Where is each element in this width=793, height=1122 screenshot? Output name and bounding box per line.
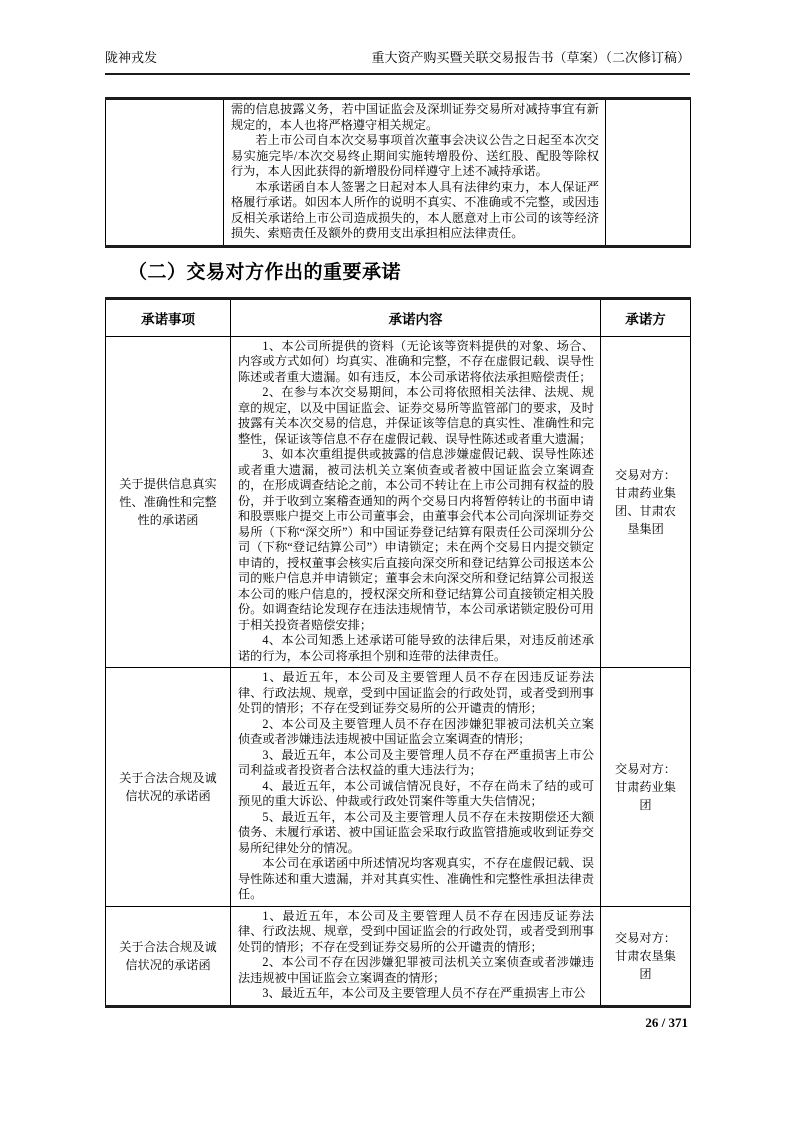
column-header-party: 承诺方: [601, 298, 691, 336]
paragraph: 3、如本次重组提供或披露的信息涉嫌虚假记载、误导性陈述或者重大遗漏，被司法机关立案侦查或者被中国证监会立案调查的，在形成调查结论之前，本公司不转让在上市公司拥有权益的股份，并于收到立案稽查通知的两个交易日内将暂停转让的书面申请和股票账户提交上市公司董事会，由董事会代本公司向深圳证券交易所（下称“深交所”）和中国证券登记结算有限责任公司深圳分公司（下称“登记结算公司”）申请锁定；未在两个交易日内提交锁定申请的，授权董事会核实后直接向深交所和登记结算公司报送本公司的账户信息并申请锁定；董事会未向深交所和登记结算公司报送本公司的账户信息的，授权深交所和登记结算公司直接锁定相关股份。如调查结论发现存在违法违规情节，本公司承诺锁定股份可用于相关投资者赔偿安排；: [238, 447, 594, 632]
paragraph: 1、本公司所提供的资料（无论该等资料提供的对象、场合、内容或方式如何）均真实、准确和完整，不存在虚假记载、误导性陈述或者重大遗漏。如有违反，本公司承诺将依法承担赔偿责任；: [238, 338, 594, 384]
page-footer: [105, 1015, 690, 1031]
table-row: [106, 336, 691, 668]
continuation-table: [105, 97, 691, 248]
table-row: [106, 668, 691, 907]
paragraph: 2、本公司及主要管理人员不存在因涉嫌犯罪被司法机关立案侦查或者涉嫌违法违规被中国证监会立案调查的情形；: [238, 716, 594, 746]
paragraph: 本承诺函自本人签署之日起对本人具有法律约束力，本人保证严格履行承诺。如因本人所作的说明不真实、不准确或不完整，或因违反相关承诺给上市公司造成损失的，本人愿意对上市公司的该等经济损失、索赔责任及额外的费用支出承担相应法律责任。: [231, 179, 599, 240]
commitment-content-cell: [231, 668, 601, 907]
paragraph: 4、最近五年，本公司诚信情况良好，不存在尚未了结的或可预见的重大诉讼、仲裁或行政处罚案件等重大失信情况；: [238, 778, 594, 808]
commitment-table: [105, 297, 691, 1008]
commitment-item-cell-empty: [106, 99, 224, 247]
table-header-row: [106, 298, 691, 336]
header-right-title: 重大资产购买暨关联交易报告书（草案）（二次修订稿）: [371, 50, 690, 65]
paragraph: 若上市公司自本次交易事项首次董事会决议公告之日起至本次交易实施完毕/本次交易终止期间实施转增股份、送红股、配股等除权行为，本人因此获得的新增股份同样遵守上述不减持承诺。: [231, 133, 599, 178]
commitment-content-cell: [224, 99, 606, 247]
paragraph: 5、最近五年，本公司及主要管理人员不存在未按期偿还大额债务、未履行承诺、被中国证监会采取行政监管措施或收到证券交易所纪律处分的情况。: [238, 809, 594, 855]
paragraph: 3、最近五年，本公司及主要管理人员不存在严重损害上市公: [262, 986, 586, 1000]
commitment-party-cell: 交易对方：甘肃农垦集团: [601, 906, 691, 1006]
paragraph: 1、最近五年，本公司及主要管理人员不存在因违反证券法律、行政法规、规章，受到中国证监会的行政处罚，或者受到刑事处罚的情形；不存在受到证券交易所的公开谴责的情形；: [238, 670, 594, 715]
header-left-title: 陇神戎发: [105, 50, 158, 65]
commitment-party-cell: 交易对方：甘肃药业集团: [601, 668, 691, 907]
paragraph: 2、在参与本次交易期间，本公司将依照相关法律、法规、规章的规定，以及中国证监会、证券交易所等监管部门的要求，及时披露有关本次交易的信息，并保证该等信息的真实性、准确性和完整性，保证该等信息不存在虚假记载、误导性陈述或者重大遗漏；: [238, 385, 594, 446]
paragraph: 需的信息披露义务，若中国证监会及深圳证券交易所对减持事宜有新规定的，本人也将严格遵守相关规定。: [231, 102, 599, 132]
column-header-content: 承诺内容: [231, 298, 601, 336]
commitment-content-cell: [231, 906, 601, 1006]
commitment-item-cell: 关于合法合规及诚信状况的承诺函: [106, 668, 231, 907]
table-row: [106, 99, 691, 247]
commitment-item-cell: 关于提供信息真实性、准确性和完整性的承诺函: [106, 336, 231, 668]
paragraph: 本公司在承诺函中所述情况均客观真实，不存在虚假记载、误导性陈述和重大遗漏，并对其真实性、准确性和完整性承担法律责任。: [238, 856, 594, 901]
paragraph: 3、最近五年，本公司及主要管理人员不存在严重损害上市公司利益或者投资者合法权益的重大违法行为；: [238, 747, 594, 777]
paragraph: 1、最近五年，本公司及主要管理人员不存在因违反证券法律、行政法规、规章，受到中国证监会的行政处罚，或者受到刑事处罚的情形；不存在受到证券交易所的公开谴责的情形；: [238, 908, 594, 954]
page-header: [105, 50, 690, 75]
commitment-content-cell: [231, 336, 601, 668]
paragraph: 2、本公司不存在因涉嫌犯罪被司法机关立案侦查或者涉嫌违法违规被中国证监会立案调查的情形；: [238, 955, 594, 985]
commitment-party-cell: 交易对方：甘肃药业集团、甘肃农垦集团: [601, 336, 691, 668]
column-header-item: 承诺事项: [106, 298, 231, 336]
section-heading: （二）交易对方作出的重要承诺: [128, 261, 402, 283]
commitment-party-cell-empty: [606, 99, 691, 247]
page-number: 26 / 371: [645, 1014, 688, 1030]
paragraph: 4、本公司知悉上述承诺可能导致的法律后果，对违反前述承诺的行为，本公司将承担个别和连带的法律责任。: [238, 633, 594, 663]
commitment-item-cell: 关于合法合规及诚信状况的承诺函: [106, 906, 231, 1006]
table-row: [106, 906, 691, 1006]
